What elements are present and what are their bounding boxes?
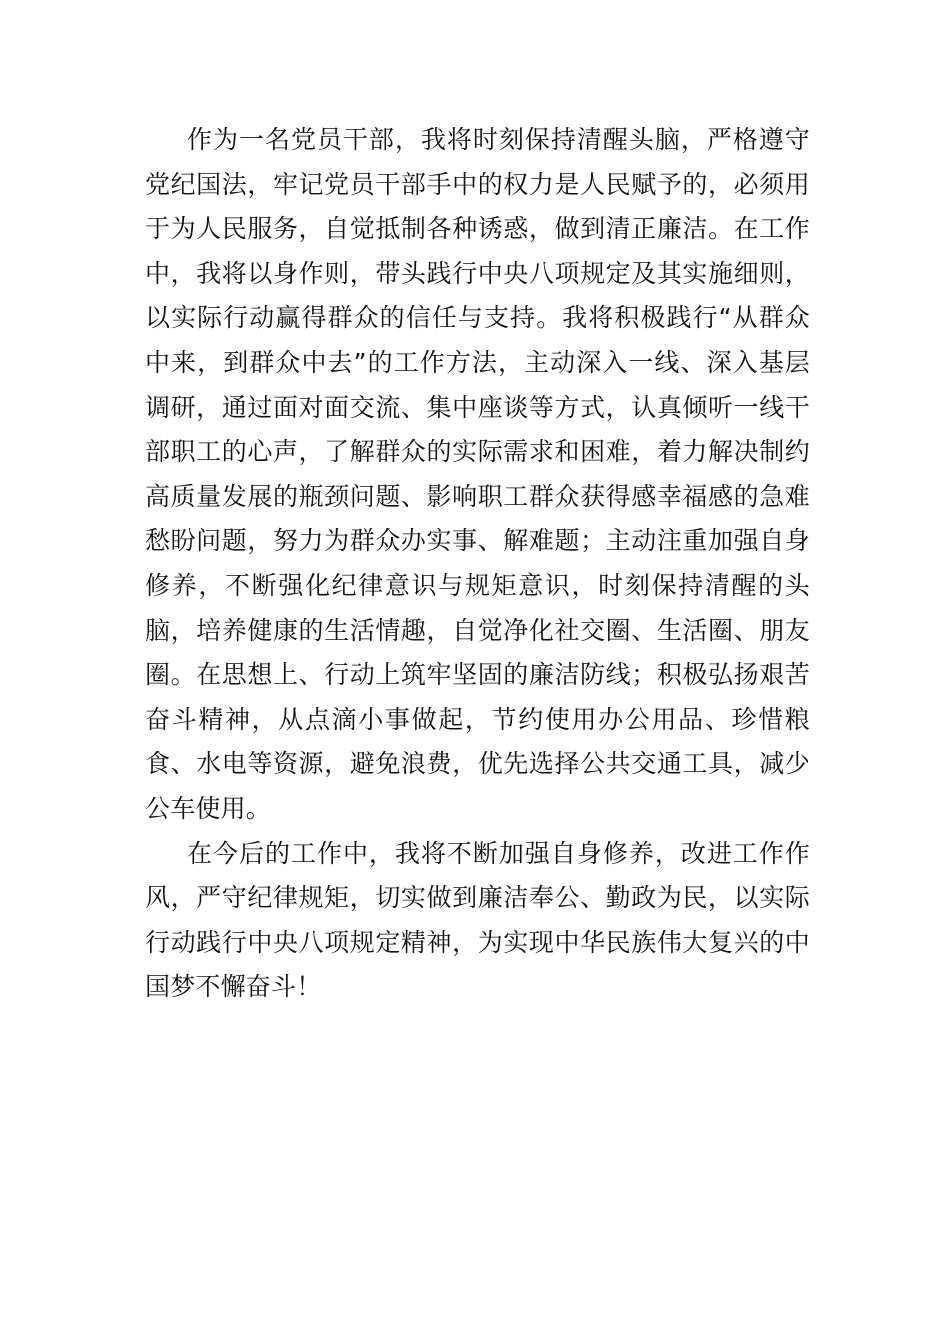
paragraph-commitment: 作为一名党员干部，我将时刻保持清醒头脑，严格遵守党纪国法，牢记党员干部手中的权力是人民赋予的，必须用于为人民服务，自觉抵制各种诱惑，做到清正廉洁。在工作中，我将以身作则，带头践行中央八项规定及其实施细则，以实际行动赢得群众的信任与支持。我将积极践行“从群众中来，到群众中去”的工作方法，主动深入一线、深入基层调研，通过面对面交流、集中座谈等方式，认真倾听一线干部职工的心声，了解群众的实际需求和困难，着力解决制约高质量发展的瓶颈问题、影响职工群众获得感幸福感的急难愁盼问题，努力为群众办实事、解难题；主动注重加强自身修养，不断强化纪律意识与规矩意识，时刻保持清醒的头脑，培养健康的生活情趣，自觉净化社交圈、生活圈、朋友圈。在思想上、行动上筑牢坚固的廉洁防线；积极弘扬艰苦奋斗精神，从点滴小事做起，节约使用办公用品、珍惜粮食、水电等资源，避免浪费，优先选择公共交通工具，减少公车使用。: [145, 125, 810, 823]
paragraph-conclusion: 在今后的工作中，我将不断加强自身修养，改进工作作风，严守纪律规矩，切实做到廉洁奉公、勤政为民，以实际行动践行中央八项规定精神，为实现中华民族伟大复兴的中国梦不懈奋斗！: [145, 838, 810, 1002]
document-body: [145, 118, 810, 1010]
